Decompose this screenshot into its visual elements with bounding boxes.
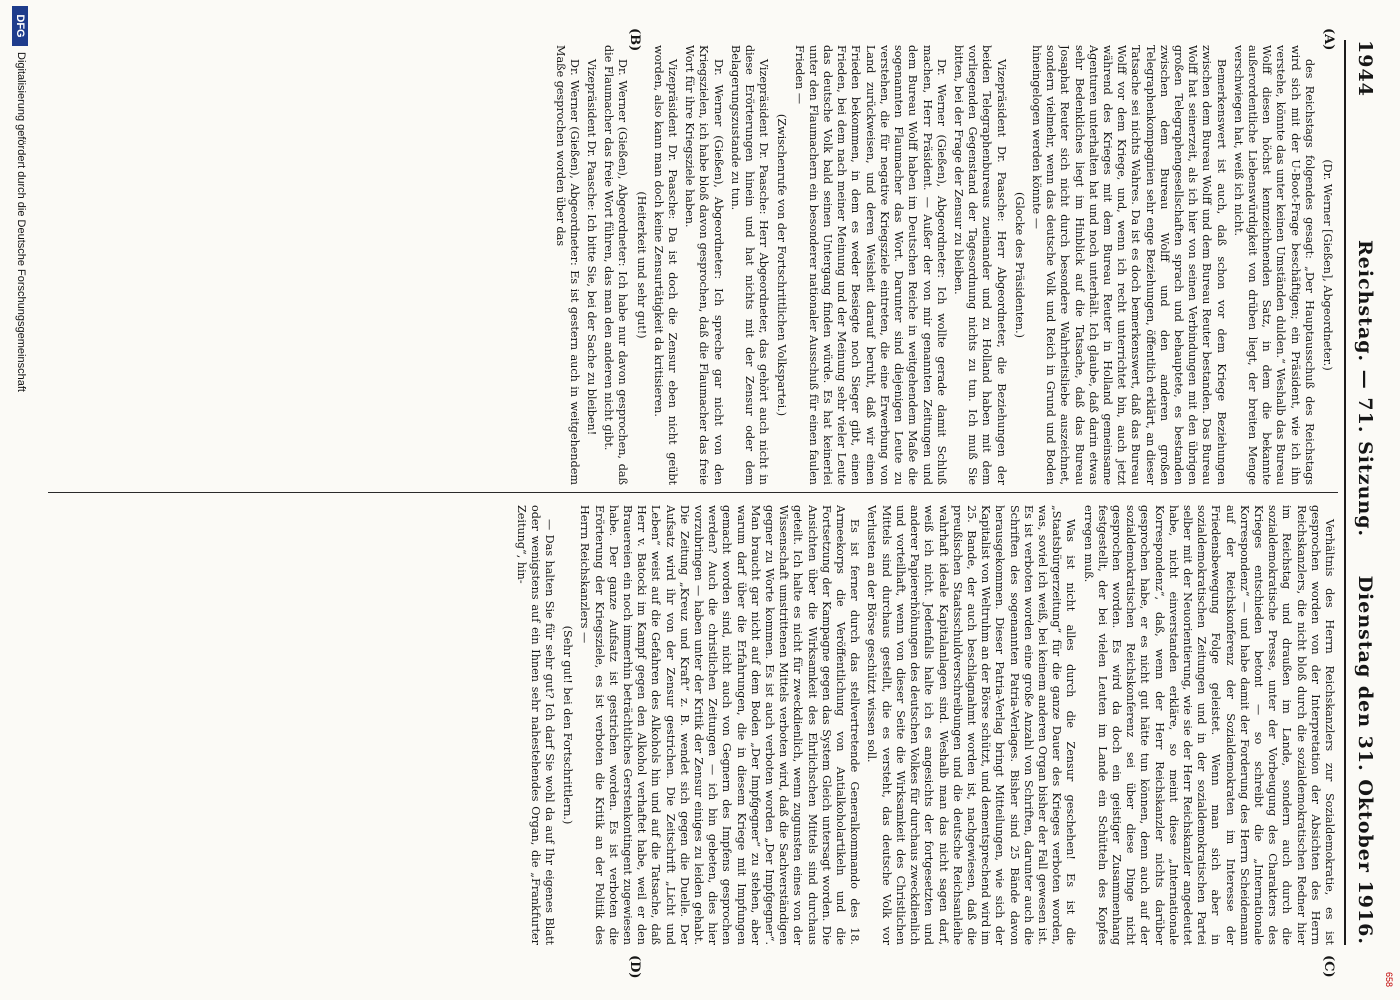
stage-direction: (Sehr gut! bei den Fortschrittlern.) — [561, 625, 575, 825]
page-number: 1944 — [1354, 40, 1376, 97]
paragraph: Verhältnis des Herrn Reichskanzlers zur Sozialdemokratie, es ist gesprochen worden von der Interpretation der Absichten des Herrn Reichskanzlers, die nicht bloß durch die sozialdemokratischen Redner hier im Reichstag und draußen im Lande, sondern auch durch die sozialdemokratische Presse, unter der Vorbeugung des Charakters des Krieges entschieden betont — so schreibt die „Internationale Korrespondenz“ — und habe damit der Forderung des Herrn Scheidemann auf der Reichskonferenz der Sozialdemokraten im Interesse der Friedensbewegung Folge geleistet. Wenn man sich aber in sozialdemokratischen Zeitungen und in der sozialdemokratischen Partei selber mit der Neuorientierung, wie sie der Herr Reichskanzler angedeutet habe, nicht einverstanden erkläre, so meint diese „Internationale Korrespondenz“, daß, wenn der Herr Reichskanzler nichts darüber gesprochen habe, er es nicht gut hätte tun können, denn auch auf der sozialdemokratischen Reichskonferenz sei über diese Dinge nicht gesprochen worden. Es wird da doch ein geistiger Zusammenhang festgestellt, der bei vielen Leuten im Lande ein Schütteln des Kopfes erregen muß. — [1081, 505, 1336, 945]
page-header — [1348, 40, 1378, 945]
footer — [8, 0, 30, 1000]
speech-paragraph: Vizepräsident Dr. Paasche: Herr Abgeordneter, das gehört auch nicht in diese Erörterungen hinein und hat nichts mit der Zensur oder dem Belagerungszustande zu tun. — [728, 45, 771, 485]
column-divider — [48, 492, 1338, 493]
speech-paragraph: Dr. Werner (Gießen), Abgeordneter: Es ist gestern auch in weitgehendem Maße gesprochen worden über das — [553, 45, 581, 485]
speech-paragraph: Dr. Werner (Gießen), Abgeordneter: Ich spreche gar nicht von den Kriegszielen, ich habe bloß davon gesprochen, daß die Flaumacher das freie Wort für ihre Kriegsziele haben. — [683, 45, 725, 485]
left-column — [46, 45, 1336, 485]
dfg-logo: DFG — [12, 6, 28, 46]
margin-mark-d: (D) — [627, 955, 642, 979]
right-column — [46, 505, 1336, 945]
funding-note: Digitalisierung gefördert durch die Deutsche Forschungsgemeinschaft — [15, 52, 27, 392]
speech-paragraph: Vizepräsident Dr. Paasche: Ich bitte Sie, bei der Sache zu bleiben! — [585, 59, 599, 436]
margin-mark-c: (C) — [1321, 955, 1336, 978]
speech-paragraph: Dr. Werner (Gießen), Abgeordneter: Ich wollte gerade damit Schluß machen, Herr Präsident. — Außer der von mir genannten Zeitungen und dem Bureau Wolff haben im Deutschen Reiche in weitgehendem Maße die sogenannten Flaumacher das Wort. Darunter sind diejenigen Leute zu verstehen, die für negative Kriegsziele eintreten, die eine Erwerbung von Land zurückweisen, und deren Weisheit darauf beruht, daß wir einen Frieden bekommen, in dem es weder Besiegte noch Sieger gibt, einen Frieden, bei dem nach meiner Meinung und der Meinung sehr vieler Leute das deutsche Volk bald seinen Untergang finden würde. Es hat keinerlei unter den Flaumachern ein besonderer nationaler Ausschuß für einen faulen Frieden — — [792, 45, 948, 485]
speech-paragraph: Vizepräsident Dr. Paasche: Herr Abgeordneter, die Beziehungen der beiden Telegraphenbureaus zueinander und zu Holland haben mit dem vorliegenden Gegenstand der Tagesordnung nichts zu tun. Ich muß Sie bitten, bei der Frage der Zensur zu bleiben. — [951, 45, 1008, 485]
paragraph: des Reichstags folgendes gesagt: „Der Hauptausschuß des Reichstags wird sich mit der U-Boot-Frage beschäftigen; ein Präsident, wie ich ihn verstehe, könnte das unter keinen Umständen dulden.“ Weshalb das Bureau Wolff diesen höchst kennzeichnenden Satz, in dem die bekannte außerordentliche Liebenswürdigkeit von drüben liegt, der breiten Menge verschwiegen hat, weiß ich nicht. — [1231, 45, 1316, 485]
paragraph: Es ist ferner durch das stellvertretende Generalkommando des 18. Armeekorps die Veröffentlichung von Antialkoholartikeln und die Fortsetzung der Kampagne gegen das System Gleich untersagt worden. Die Ansichten über die Wirksamkeit des Ehrlichschen Mittels sind durchaus geteilt. Ich halte es nicht für zweckdienlich, wenn zugunsten eines von der Wissenschaft umstrittenen Mittels verboten wird, daß die Sachverständigen gegner zu Worte kommen. Es ist auch verboten worden „Der Impfgegner“. Man braucht gar nicht auf dem Boden „Der Impfgegner“ zu stehen, aber warum darf über die Erfahrungen, die in diesem Kriege mit Impfungen gemacht worden sind, nicht auch von Gegnern des Impfens gesprochen werden? Auch die christlichen Zeitungen — ich bin gebeten, dies hier vorzubringen — haben unter der Kritik der Zensur einiges zu leiden gehabt. Die Zeitung „Kreuz und Kraft“ z. B. wendet sich gegen die Duelle. Der Aufsatz wird ihr von der Zensur gestrichen. Die Zeitschrift „Licht und Leben“ weist auf die Gefahren des Alkohols hin und auf die Tatsache, daß Herr v. Batocki im Kampf gegen den Alkohol verhaftet habe, weil er den Brauereien ein noch immerhin beträchtliches Gerstenkontingent zugewiesen habe. Der ganze Aufsatz ist gestrichen worden. Es ist verboten die Erörterung der Kriegsziele, es ist verboten die Kritik an der Politik des Herrn Reichskanzlers — — [578, 505, 862, 945]
page-id: 658 — [1384, 972, 1394, 988]
speaker-continuation: (Dr. Werner [Gießen], Abgeordneter.) — [1321, 159, 1334, 371]
paragraph: Bemerkenswert ist auch, daß schon vor dem Kriege Beziehungen zwischen dem Bureau Wolff und dem Bureau Reuter bestanden. Das Bureau Wolff hat seinerzeit, als ich hier von seinen Verbindungen mit den übrigen großen Telegraphengesellschaften sprach und behauptete, es bestanden zwischen dem Bureau Wolff und den anderen großen Telegraphenkompagnien sehr enge Beziehungen, öffentlich erklärt, an dieser Tatsache sei nichts Wahres. Da ist es doch bemerkenswert, daß das Bureau Wolff vor dem Kriege, und, wenn ich recht unterrichtet bin, auch jetzt während des Krieges mit dem Bureau Reuter in Holland gemeinsame Agenturen unterhalten hat und noch unterhält. Ich glaube, daß darin etwas sehr Bedenkliches liegt im Hinblick auf die Tatsache, daß das Bureau Josaphat Reuter sich nicht durch besondere Wahrheitsliebe auszeichnet, sondern vielmehr, wenn das deutsche Volk und Reich in Grund und Boden hineingelogen werden könnte — — [1029, 45, 1228, 485]
stage-direction: (Glocke des Präsidenten.) — [1012, 191, 1026, 338]
stage-direction: (Heiterkeit und sehr gut!) — [634, 191, 648, 339]
paragraph: — Das halten Sie für sehr gut? Ich darf Sie wohl da auf Ihr eigenes Blatt oder wenigstens auf ein Ihnen sehr nahestehendes Organ, die „Frankfurter Zeitung“, hin- — [514, 505, 557, 945]
session-date: Dienstag den 31. Oktober 1916. — [1354, 575, 1376, 945]
margin-mark-b: (B) — [627, 28, 642, 52]
margin-mark-a: (A) — [1321, 28, 1336, 51]
header-rule — [1344, 40, 1346, 945]
speech-paragraph: Vizepräsident Dr. Paasche: Da ist doch die Zensur eben nicht geübt worden, also kann man doch keine Zensurtätigkeit da kritisieren. — [651, 45, 680, 485]
page-title: Reichstag. — 71. Sitzung. — [1354, 240, 1376, 538]
paragraph: Was ist nicht alles durch die Zensur geschehen! Es ist die „Staatsbürgerzeitung“ für die ganze Dauer des Krieges verboten worden, was, soviel ich weiß, bei keinem anderen Organ bisher der Fall gewesen ist. Es ist verboten worden eine große Anzahl von Schriften, darunter auch die Schriften des sogenannten Patria-Verlages. Bisher sind 25 Bände davon herausgekommen. Dieser Patria-Verlag bringt Mitteilungen, wie sich der Kapitalist von Weltruhm an der Börse schützt, und dementsprechend wird im 25. Bande, der auch beschlagnahmt worden ist, nachgewiesen, daß die preußischen Staatsschuldverschreibungen und die deutsche Reichsanleihe wahrhaft ideale Kapitalanlagen sind. Weshalb man das nicht sagen darf, weiß ich nicht. Jedenfalls halte ich es angesichts der fortgesetzten und anderer Papiererhöhungen des deutschen Volkes für durchaus zweckdienlich und vorteilhaft, wenn von dieser Seite die Wirksamkeit des Christlichen Mittels sind durchaus gestellt, die es versteht, das deutsche Volk vor Verlusten an der Börse geschützt wissen soll. — [865, 505, 1078, 945]
stage-direction: (Zwischenrufe von der Fortschrittlichen Volkspartei.) — [775, 113, 789, 417]
speech-paragraph: Dr. Werner (Gießen), Abgeordneter: Ich habe nur davon gesprochen, daß die Flaumacher das freie Wort führen, das man den anderen nicht gibt. — [602, 45, 630, 485]
